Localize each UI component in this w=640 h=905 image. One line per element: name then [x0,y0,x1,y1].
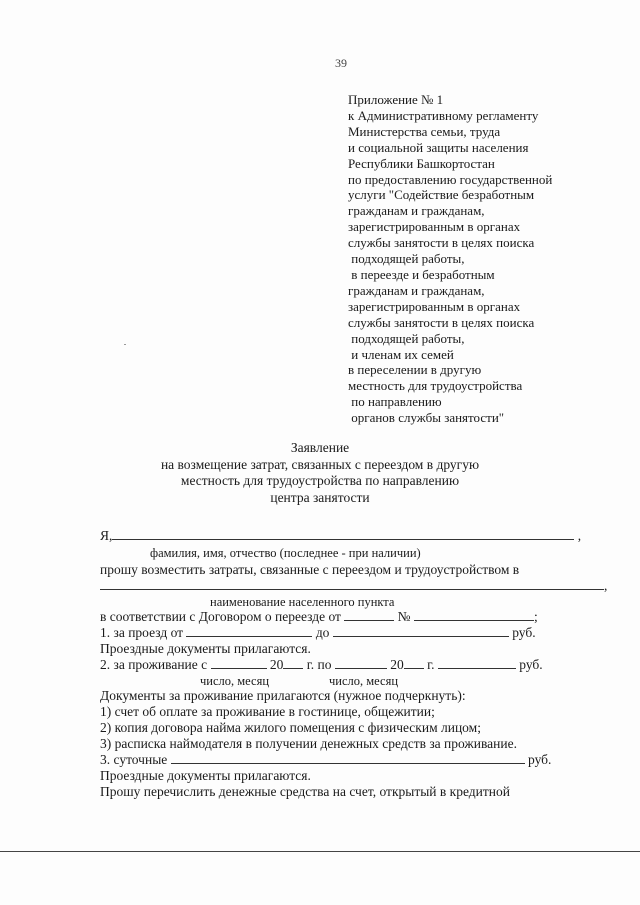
appendix-line: местность для трудоустройства [348,378,523,394]
rub-label: руб. [519,657,543,672]
appendix-line: в переезде и безработным [348,266,495,282]
locality-caption: наименование населенного пункта [210,595,395,609]
appendix-line: и членам их семей [348,346,454,362]
rub-label: руб. [528,752,552,767]
living-to-date-field[interactable] [335,658,387,669]
living-from-year-field[interactable] [283,658,303,669]
living-from-date-field[interactable] [211,658,267,669]
living-option-2: 2) копия договора найма жилого помещения с физическим лицом; [100,720,481,735]
scan-speck [124,344,126,345]
appendix-line: в переселении в другую [348,362,482,378]
travel-label: 1. за проезд от [100,625,184,640]
appendix-line: подходящей работы, [348,251,465,267]
appendix-line: услуги "Содействие безработным [348,187,535,203]
appendix-line: Министерства семьи, труда [348,123,501,139]
year-to-label: г. по [306,657,332,672]
title-line: Заявление [290,440,350,455]
travel-docs: Проездные документы прилагаются. [100,641,311,656]
appendix-line: подходящей работы, [348,330,465,346]
travel-to-field[interactable] [333,626,509,637]
year-suffix: г. [427,657,435,672]
appendix-line: Республики Башкортостан [348,155,495,171]
transfer-text: Прошу перечислить денежные средства на счет, открытый в кредитной [100,784,510,799]
daily-label: 3. суточные [100,752,168,767]
comma: , [577,528,582,543]
statement-title [0,440,640,506]
appendix-line: гражданам и гражданам, [348,203,485,219]
locality-row [100,578,607,594]
semicolon: ; [533,609,538,624]
applicant-name-field[interactable] [112,529,574,540]
applicant-name-row [100,528,581,544]
appendix-line: Приложение № 1 [348,92,444,107]
travel-docs-2: Проездные документы прилагаются. [100,768,311,783]
living-to-year-field[interactable] [404,658,424,669]
appendix-line: службы занятости в целях поиска [348,314,535,330]
ya-label: Я, [100,528,113,543]
contract-row [100,609,538,625]
appendix-line: зарегистрированным в органах [348,298,521,314]
appendix-line: к Административному регламенту [348,107,539,123]
contract-number-field[interactable] [414,610,534,621]
contract-label: в соответствии с Договором о переезде от [100,609,341,624]
title-line: на возмещение затрат, связанных с переездом в другую [160,456,480,472]
daily-amount-field[interactable] [171,753,525,764]
rub-label: руб. [512,625,536,640]
appendix-line: органов службы занятости" [348,410,505,426]
appendix-line: службы занятости в целях поиска [348,235,535,251]
appendix-line: и социальной защиты населения [348,139,529,155]
living-label: 2. за проживание с [100,657,208,672]
living-option-1: 1) счет об оплате за проживание в гостинице, общежитии; [100,704,435,719]
living-amount-field[interactable] [438,658,516,669]
fio-caption: фамилия, имя, отчество (последнее - при наличии) [150,546,421,560]
to-label: до [315,625,330,640]
scan-edge-line [0,851,640,852]
travel-from-field[interactable] [186,626,312,637]
living-docs: Документы за проживание прилагаются (нужное подчеркнуть): [100,688,466,703]
comma: , [604,578,608,593]
date-caption-2: число, месяц [329,674,399,688]
reimburse-text: прошу возместить затраты, связанные с переездом и трудоустройством в [100,562,520,577]
living-row [100,657,543,673]
appendix-line: по направлению [348,394,442,410]
number-sign: № [397,609,411,624]
contract-date-field[interactable] [344,610,394,621]
page-number: 39 [335,56,347,70]
living-option-3: 3) расписка наймодателя в получении денежных средств за проживание. [100,736,517,751]
appendix-line: по предоставлению государственной [348,171,553,187]
travel-row [100,625,536,641]
locality-field[interactable] [100,579,604,590]
daily-row [100,752,551,768]
title-line: центра занятости [270,489,370,505]
appendix-header [348,92,552,426]
year-label: 20 [390,657,404,672]
appendix-line: зарегистрированным в органах [348,219,521,235]
appendix-line: гражданам и гражданам, [348,282,485,298]
year-label: 20 [269,657,284,672]
date-caption-1: число, месяц [200,674,270,688]
title-line: местность для трудоустройства по направлению [180,473,460,488]
